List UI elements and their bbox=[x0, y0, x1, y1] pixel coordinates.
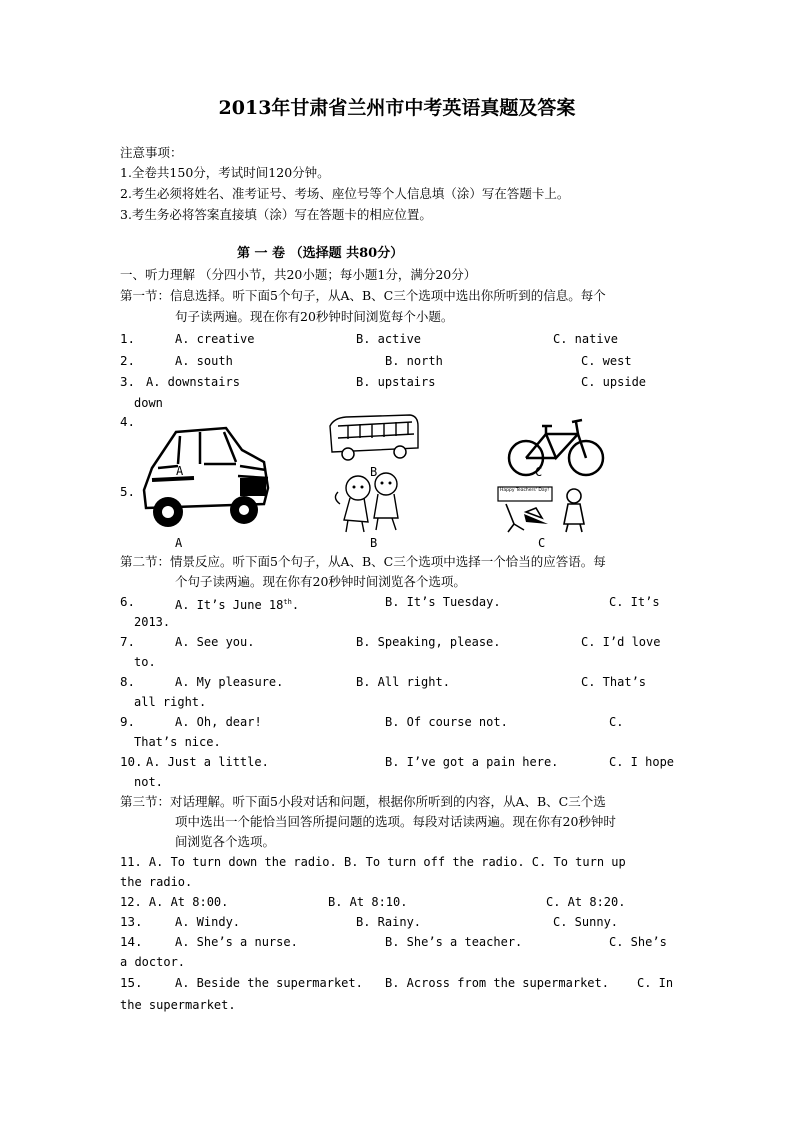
option-a: A. She’s a nurse. bbox=[175, 935, 298, 949]
option-b: B. It’s Tuesday. bbox=[385, 595, 501, 609]
option-c: C. At 8:20. bbox=[546, 895, 626, 909]
picture-label-a: A bbox=[175, 536, 183, 550]
picture-label-a: A bbox=[176, 464, 184, 478]
option-continuation: 2013. bbox=[134, 615, 171, 629]
option-c: C. She’s bbox=[609, 935, 667, 949]
bus-picture bbox=[326, 412, 422, 464]
option-a bbox=[175, 592, 299, 615]
question-line: 11. A. To turn down the radio. B. To turn off the radio. C. To turn up bbox=[120, 855, 626, 869]
section-instruction: 项中选出一个能恰当回答所提问题的选项。每段对话读两遍。现在你有20秒钟时 bbox=[175, 814, 616, 829]
question-number: 13. bbox=[120, 914, 143, 929]
page-title: 2013年甘肃省兰州市中考英语真题及答案 bbox=[218, 97, 576, 119]
option-c: C. I hope bbox=[609, 755, 675, 769]
question-number: 6. bbox=[120, 594, 136, 609]
option-continuation: down bbox=[134, 396, 163, 410]
card-text: Happy Teachers' Day! bbox=[500, 488, 550, 493]
option-continuation: not. bbox=[134, 775, 163, 789]
question-number: 4. bbox=[120, 414, 136, 429]
section-instruction: 个句子读两遍。现在你有20秒钟时间浏览各个选项。 bbox=[175, 574, 466, 589]
option-a-end: . bbox=[291, 598, 300, 612]
option-b: B. north bbox=[385, 354, 443, 368]
option-a: A. downstairs bbox=[146, 375, 240, 389]
option-c: C. upside bbox=[581, 375, 647, 389]
option-c: C. west bbox=[581, 354, 632, 368]
option-continuation: to. bbox=[134, 655, 156, 669]
question-number: 10. bbox=[120, 754, 143, 769]
question-number: 8. bbox=[120, 674, 136, 689]
note-item: 1.全卷共150分，考试时间120分钟。 bbox=[120, 165, 330, 180]
section-instruction: 句子读两遍。现在你有20秒钟时间浏览每个小题。 bbox=[175, 309, 454, 324]
picture-label-c: C bbox=[538, 536, 546, 550]
option-a: A. Oh, dear! bbox=[175, 715, 262, 729]
note-item: 3.考生务必将答案直接填（涂）写在答题卡的相应位置。 bbox=[120, 207, 432, 222]
option-a-text: A. It’s June 18 bbox=[175, 598, 284, 612]
option-a: A. My pleasure. bbox=[175, 675, 284, 689]
option-b: B. active bbox=[356, 332, 422, 346]
option-continuation: the radio. bbox=[120, 875, 193, 889]
option-continuation: a doctor. bbox=[120, 955, 186, 969]
section-instruction: 第一节：信息选择。听下面5个句子，从A、B、C三个选项中选出你所听到的信息。每个 bbox=[120, 288, 606, 303]
section-instruction: 第二节：情景反应。听下面5个句子，从A、B、C三个选项中选择一个恰当的应答语。每 bbox=[120, 554, 606, 569]
ordinal-suffix: th bbox=[283, 598, 292, 606]
part-heading: 一、听力理解 （分四小节，共20小题；每小题1分，满分20分） bbox=[120, 267, 477, 282]
option-b: B. She’s a teacher. bbox=[385, 935, 523, 949]
option-continuation: the supermarket. bbox=[120, 998, 236, 1012]
picture-label-c: C bbox=[535, 465, 543, 479]
option-a: A. Beside the supermarket. bbox=[175, 976, 363, 990]
option-c: C. In bbox=[637, 976, 674, 990]
volume-heading: 第 一 卷 （选择题 共80分） bbox=[237, 246, 404, 261]
option-a: A. creative bbox=[175, 332, 255, 346]
notes-heading: 注意事项： bbox=[120, 145, 183, 160]
option-a: A. Windy. bbox=[175, 915, 241, 929]
children-picture bbox=[328, 468, 414, 536]
bicycle-picture bbox=[506, 412, 606, 482]
option-b: B. Rainy. bbox=[356, 915, 422, 929]
question-number: 7. bbox=[120, 634, 136, 649]
question-number: 5. bbox=[120, 484, 136, 499]
option-c: C. It’s bbox=[609, 595, 660, 609]
note-item: 2.考生必须将姓名、准考证号、考场、座位号等个人信息填（涂）写在答题卡上。 bbox=[120, 186, 570, 201]
option-c: C. I’d love bbox=[581, 635, 661, 649]
question-number: 14. bbox=[120, 934, 143, 949]
option-b: B. Speaking, please. bbox=[356, 635, 501, 649]
picture-label-b: B bbox=[370, 536, 378, 550]
question-number: 15. bbox=[120, 975, 143, 990]
option-b: B. At 8:10. bbox=[328, 895, 408, 909]
section-instruction: 间浏览各个选项。 bbox=[175, 834, 276, 849]
section-instruction: 第三节：对话理解。听下面5小段对话和问题，根据你所听到的内容，从A、B、C三个选 bbox=[120, 794, 606, 809]
option-b: B. I’ve got a pain here. bbox=[385, 755, 559, 769]
option-continuation: That’s nice. bbox=[134, 735, 221, 749]
question-number: 2. bbox=[120, 353, 136, 368]
option-a: A. See you. bbox=[175, 635, 255, 649]
option-c: C. native bbox=[553, 332, 619, 346]
question-number: 9. bbox=[120, 714, 136, 729]
question-line: 12. A. At 8:00. bbox=[120, 895, 229, 909]
option-a: A. south bbox=[175, 354, 233, 368]
question-number: 1. bbox=[120, 331, 136, 346]
option-b: B. All right. bbox=[356, 675, 450, 689]
picture-label-b: B bbox=[370, 465, 378, 479]
option-c: C. That’s bbox=[581, 675, 647, 689]
option-b: B. Of course not. bbox=[385, 715, 508, 729]
option-b: B. Across from the supermarket. bbox=[385, 976, 609, 990]
question-number: 3. bbox=[120, 374, 136, 389]
car-picture bbox=[138, 420, 272, 538]
option-continuation: all right. bbox=[134, 695, 207, 709]
option-c: C. bbox=[609, 715, 624, 729]
option-c: C. Sunny. bbox=[553, 915, 619, 929]
option-a: A. Just a little. bbox=[146, 755, 269, 769]
option-b: B. upstairs bbox=[356, 375, 436, 389]
